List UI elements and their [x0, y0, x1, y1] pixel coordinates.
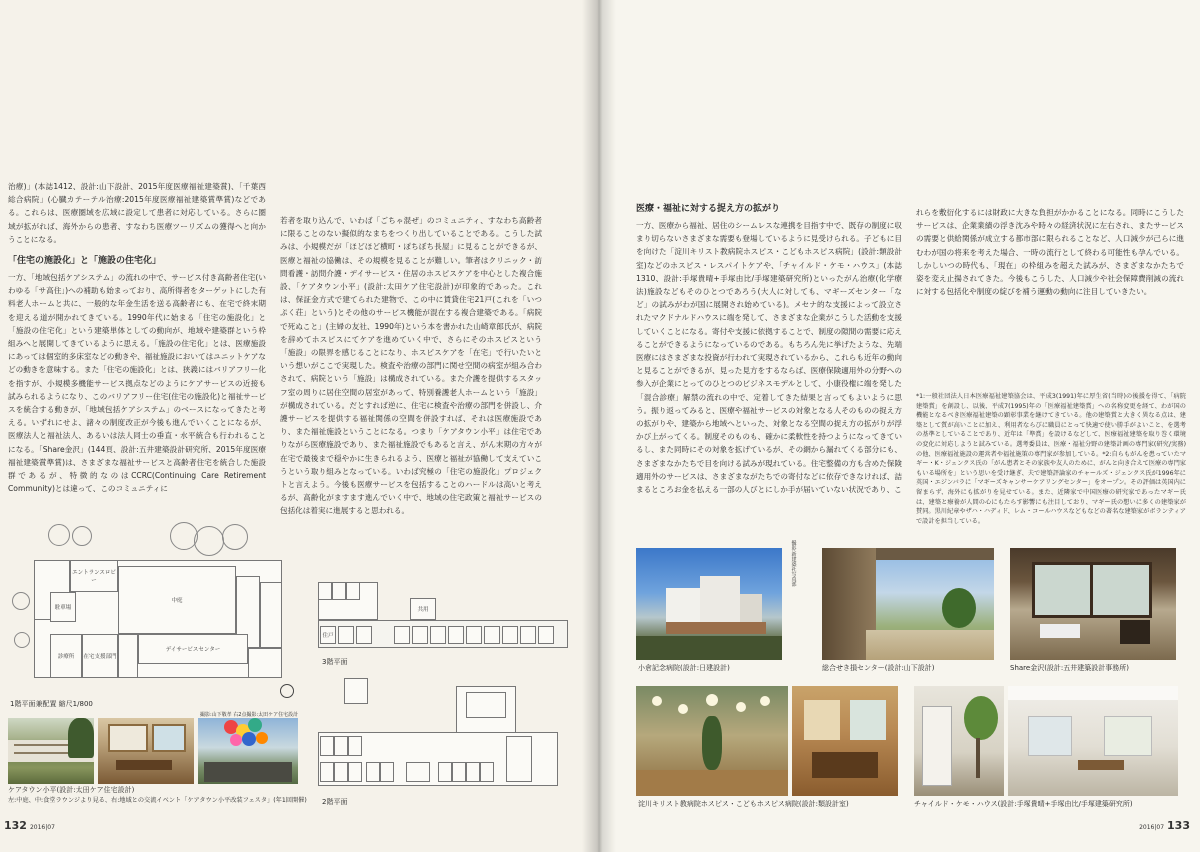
unit: 住戸 [320, 626, 336, 644]
room-parking: 駐車場 [50, 592, 76, 622]
body-text: 一方、「地域包括ケアシステム」の流れの中で、サービス付き高齢者住宅(いわゆる「サ高住」)への補助も始まっており、高所得者をターゲットにした有料老人ホームと共に、一般的な年金生活を送る高齢者にも、在宅で終末期を迎える道が開かれてきている。1990年代に始まる「住宅の施設化」と「施設の住宅化」という建築単体としての動向が、地域や建築群という枠組みへと展開してきているように思える。「施設の住宅化」とは、医療施設にあっては個室的多床室などの動きや、福祉施設においてはユニットケアなどの動きを意味する。また「住宅の施設化」とは、狭義にはバリアフリー化を指すが、小規模多機能サービス拠点などのようにケアサービスの近接も試みられるようになり、このバリアフリー住宅(住宅の施設化)と福祉サービスを統合する動きが、「地域包括ケアシステム」のベースになってきたと考える。いずれにせよ、諸々の制度改正が今後も進んでいくことになるが、医療法人と福祉法人、あるいは法人同士の垂直・水平統合も行われることになる。「Share金沢」(144頁、設計:五井建築設計研究所、2015年度医療福祉建築賞準賞)は、さまざまな福祉サービスと高齢者住宅を統合した施設群であるが、特徴的なのはCCRC(Continuing Care Retirement Community)とは違って、このコミュニティに [8, 273, 266, 494]
caption-yodogawa: 淀川キリスト教病院ホスピス・こどもホスピス病院(設計:類設計室) [638, 800, 849, 808]
caption-kokura: 小倉記念病院(設計:日建設計) [638, 664, 730, 672]
section-heading: 「住宅の施設化」と「施設の住宅化」 [8, 256, 162, 267]
caption-child-chemo-house: チャイルド・ケモ・ハウス(設計:手塚貴晴+手塚由比/手塚建築研究所) [914, 800, 1133, 808]
body-text: 若者を取り込んで、いわば「ごちゃ混ぜ」のコミュニティ、すなわち高齢者に限ることのない擬似的なまちをつくり出していることである。こうした試みは、小規模だが「ほどほど横町・ぽちぼち長屋」に見ることができるが、医療と福祉の協働は、その規模を見ることが難しい。筆者はクリニック・訪問看護・訪問介護・デイサービス・住居のホスピスケアを中心とした複合施設、「ケアタウン小平」(設計:太田ケア住宅設計)が印象的であった。これは、保証金方式で建てられた建物で、この中に賃貸住宅21戸(これを「いつぷく荘」という)とその他のサービス機能が混在する複合建築である。「病院で死ぬこと」(主婦の友社、1990年)という本を書かれた山崎章郎氏が、病院を辞めてホスピスにてケアを進めていく中で、さらにそのホスピスという「施設」の限界を感じることになり、ホスピスケアを「在宅」で行いたいという想いがここで実現した。検査や治療の部門に関せ空間の病室が組み合わされて、病院という「施設」は構成されている。また介護を提供するスタッフ室の周りに居住空間の居室があって、特別養護老人ホームという「施設」が構成されている。だとすれば逆に、住宅に検査や治療の部門を併設し、介護サービスを提供する福祉関係の空間を併設すれば、それは医療施設であり、また福祉施設ということになる。つまり「ケアタウン小平」は住宅でありながら医療施設であり、また福祉施設でもあると言え、がん末期の方々が在宅で最後まで穏やかに生きられるよう、医療と福祉が協働して支えていこうという取り組みとなっている。いわば究極の「住宅の施設化」プロジェクトと言えよう。今後も医療サービスを包括することのハードルは高いと考えるが、高齢化がますます進んでいく中で、地域の住宅政策と福祉サービスの包括化は着実に進展すると思われる。 [280, 216, 542, 516]
photo-child-chemo-house-interior [1008, 686, 1178, 796]
body-text: れらを敷衍化するには財政に大きな負担がかかることになる。同時にこうしたサービスは、企業業績の浮き沈みや時々の経済状況に左右され、またサービスの需要と供給関係が成立する都市部に限られることなど、人口減少が己らに進むわが国の将来を考えた場合、一時の流行として終わる可能性も孕んでいる。しかしいつの時代も、「現在」の枠組みを超えた試みが、さまざまなかたちで姿を変え止揚されてきた。今後もこうした、人口減少や社会保障費削減の流れに対する包括化や制度の綻びを補う運動の動向に注目していきたい。 [916, 208, 1184, 297]
right-photo-credit: 撮影:新建築社写真部 [790, 540, 797, 587]
room-courtyard: 中庭 [118, 566, 236, 634]
room-homecare: 在宅支援部門 [82, 634, 118, 678]
caption-share-kanazawa: Share金沢(設計:五井建築設計事務所) [1010, 664, 1130, 672]
photo-yodogawa-hospice-room [792, 686, 898, 796]
footnotes: *1:一般社団法人日本医療福祉建築協会は、平成3(1991)年に厚生省(当時)の後援を得て、「病院建築賞」を創設し、以後、平成7(1995)年の「医療福祉建築賞」への名称変更を経て、わが国の機能となるべき医療福祉建築の顕彰事業を継けてきている。他の建築賞と大きく異なる点は、建築として質が高いことに加え、利用者ならびに職員にとって快適で使い勝手がよいこと、を選考の基準としていることであり、近年は「準賞」を設けるなどして、医療福祉建築を取り巻く環境の変化に対応しようと試みている。選考委員は、医療・福祉分野の建築計画の専門家(研究/実務)の他、医療福祉施設の運営者や福祉施策の専門家が参加している。*2:自らもがんを患っていたマギー・K・ジェンクス氏の「がん患者とその家族や友人のために、がんと向き合えて医療の専門家もいる場所を」という思いを受け継ぎ、夫で建築評論家のチャールズ・ジェンクス氏が1996年に英国・エジンバラに「マギーズキャンサーケアリングセンター」をオープン。その評価は英国内に留まらず、海外にも拡がりを見せている。また、近隣家で中国医療の研究家であったマギー氏は、建築と療養が人間の心にもたらす影響にも注目しており、マギー氏の想いに多くの建築家が賛同。黒川紀章やザハ・ハディド、レム・コールハウスなどもなどの著名な建築家がボランティアで設計を担当している。 [916, 393, 1186, 525]
room-entrance: エントランスロビー [70, 560, 118, 592]
room-clinic: 診療所 [50, 634, 82, 678]
page-number-left: 132 2016|07 [4, 819, 55, 832]
room-dayservice: デイサービスセンター [138, 634, 248, 664]
photo-yodogawa-hospice-hall [636, 686, 788, 796]
photo-spinal-injury-center [822, 548, 994, 660]
common-space: 共用 [410, 598, 436, 620]
photo-child-chemo-house-exterior [914, 686, 1004, 796]
caption-spinal-center: 総合せき損センター(設計:山下設計) [822, 664, 935, 672]
floor-plan-1f [10, 522, 306, 700]
left-text-column-2 [280, 214, 542, 518]
book-gutter-shadow [582, 0, 616, 852]
left-photo-caption-desc: 左:中庭、中:食堂ラウンジより見る、右:地域との交流イベント「ケアタウン小平改装フェスタ」(年1回開催) [8, 797, 307, 804]
plan-3f-caption: 3階平面 [322, 658, 348, 666]
left-photo-caption-title: ケアタウン小平(設計:太田ケア住宅設計) [8, 786, 135, 794]
north-arrow-icon [280, 684, 294, 698]
left-text-column-1 [8, 180, 266, 495]
section-heading: 医療・福祉に対する捉え方の拡がり [636, 204, 781, 214]
body-text: 一方、医療から福祉、居住のシームレスな連携を目指す中で、既存の制度に収まり切らないさまざまな需要も登場しているように見受けられる。子どもに目を向けた「淀川キリスト教病院ホスピス・こどもホスピス病院」(設計:類設計室)などのホスピス・レスパイトケアや、「チャイルド・ケモ・ハウス」(本誌1310、設計:手塚貴晴+手塚由比/手塚建築研究所)といったがん治療(化学療法)施設などもそのひとつであろう(大人に対しても、マギーズセンター「など」の試みがわが国に展開され始めている)。メセナ的な支援によって設立されたマクドナルドハウスに端を発して、さまざまな企業がこうした活動を支援していくことになる。寄付や支援に依拠することで、制度の隙間の需要に応えることができるようになっているのである。もちろん先に挙げたような、先端医療にはさまざまな投資が行われて実現されているから、これらも近年の動向と見ることができるが、見った見方をするならば、医療保険適用外の分野への参入が企業にとってのひとつのビジネスモデルとして、小康役権に端を発した「混合診療」解禁の流れの中で、定着してきた結果と言ってもよいように思う。振り返ってみると、医療や福祉サービスの対象となる人そのものの捉え方の拡がりや、建築から地域へといった、対象となる空間の捉え方の拡がりが浮かび上がってくる。制度そのものも、確かに柔軟性を持つようになってきているし、また同時にその対象を拡げているが、その網から漏れてくる部分にも、さまざまなかたちで目を向ける試みが現れている。住宅整備の方も含めた保険適用外のサービスは、さまざまながたちでの寄付などに依存できなければ、詰まるところお金を払える一部の人びとにしか手が届いていない状況であり、こ [636, 221, 902, 495]
photo-share-kanazawa [1010, 548, 1176, 660]
photo-carevillage-courtyard [8, 718, 94, 784]
floor-plan-2f [316, 678, 566, 796]
photo-kokura-hospital [636, 548, 782, 660]
right-text-column-1 [636, 202, 902, 496]
intro-paragraph: 治療)」(本誌1412、設計:山下設計、2015年度医療福祉建築賞)、「千葉西総合病院」(心臓カテーテル治療:2015年度医療福祉建築賞準賞)などである。これらは、医療圏域を広域に設定して患者に対応している。さらに圏域が拡がれば、海外からの患者、すなわち医療ツーリズムの獲得へと向かうことになる。 [8, 182, 266, 244]
left-photo-credit: 撮影:山下敬孝 右2点撮影:太田ケア住宅設計 [200, 712, 299, 718]
page-number-right: 2016|07 133 [1139, 819, 1190, 832]
plan-2f-caption: 2階平面 [322, 798, 348, 806]
photo-carevillage-lounge [98, 718, 194, 784]
photo-carevillage-festa [198, 718, 298, 784]
floor-plan-3f [316, 580, 566, 650]
left-page [0, 0, 598, 852]
plan-1f-caption: 1階平面兼配置 縮尺1/800 [10, 700, 93, 708]
right-page [598, 0, 1200, 852]
right-text-column-2 [916, 206, 1184, 298]
